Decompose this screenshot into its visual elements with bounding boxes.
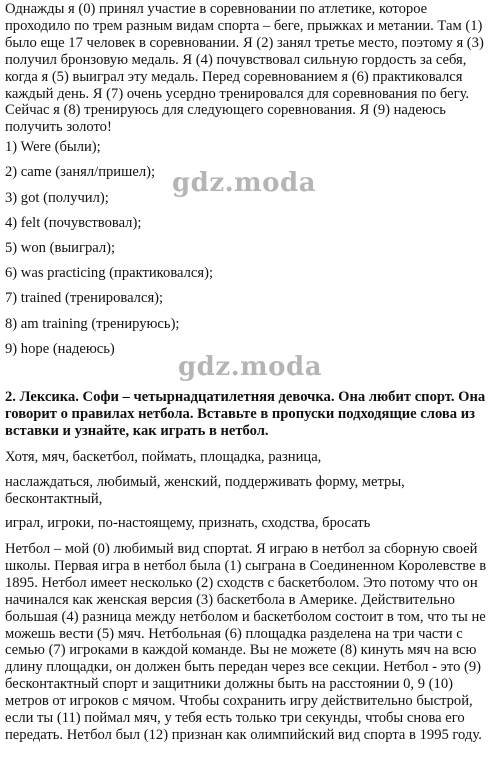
answer-item-8: 8) am training (тренируюсь); — [5, 316, 180, 332]
word-box-line-3: играл, игроки, по-настоящему, признать, сходства, бросать — [5, 515, 371, 531]
task2-paragraph: Нетбол – мой (0) любимый вид спортat. Я играю в нетбол за сборную своей школы. Первая игра в нетбол была (1) сыграна в Соединенном Королевстве в 1895. Нетбол имеет несколько (2) сходств с баскетболом. Это потому что он начинался как женская версия (3) баскетбола в Америке. Действительно большая (4) разница между нетболом и баскетболом состоит в том, что ты не можешь вести (5) мяч. Нетбольная (6) площадка разделена на три части с семью (7) игроками в каждой команде. Вы не можете (8) кинуть мяч на всю длину площадки, он должен быть передан через все секции. Нетбол - это (9) бесконтактный спорт и защитники должны быть на расстоянии 0, 9 (10) метров от игроков с мячом. Чтобы сохранить игру действительно быстрой, если ты (11) поймал мяч, у тебя есть только три секунды, чтобы снова его передать. Нетбол был (12) признан как олимпийский вид спорта в 1995 году. — [5, 541, 487, 743]
answer-item-5: 5) won (выиграл); — [5, 240, 116, 256]
answer-item-3: 3) got (получил); — [5, 190, 109, 206]
watermark-logo: gdz.moda — [172, 168, 317, 198]
answer-item-4: 4) felt (почувствовал); — [5, 215, 142, 231]
watermark-logo-2: gdz.moda — [178, 352, 323, 382]
answer-item-9: 9) hope (надеюсь) — [5, 341, 115, 357]
answer-item-1: 1) Were (были); — [5, 139, 101, 155]
answer-item-7: 7) trained (тренировался); — [5, 290, 164, 306]
intro-paragraph: Однажды я (0) принял участие в соревновании по атлетике, которое проходило по трем разным видам спорта – беге, прыжках и метании. Там (1) было еще 17 человек в соревновании. Я (2) занял третье место, поэтому я (3) получил бронзовую медаль. Я (4) почувствовал сильную гордость за себя, когда я (5) выиграл эту медаль. Перед соревнованием я (6) практиковался каждый день. Я (7) очень усердно тренировался для соревнования по бегу. Сейчас я (8) тренируюсь для следующего соревнования. Я (9) надеюсь получить золото! — [5, 1, 484, 136]
word-box-line-2: наслаждаться, любимый, женский, поддерживать форму, метры, бесконтактный, — [5, 474, 405, 507]
task2-heading: 2. Лексика. Софи – четырнадцатилетняя девочка. Она любит спорт. Она говорит о правилах нетбола. Вставьте в пропуски подходящие слова из вставки и узнайте, как играть в нетбол. — [5, 389, 486, 439]
answer-item-6: 6) was practicing (практиковался); — [5, 265, 214, 281]
word-box-line-1: Хотя, мяч, баскетбол, поймать, площадка, разница, — [5, 449, 322, 465]
answer-item-2: 2) came (занял/пришел); — [5, 164, 156, 180]
